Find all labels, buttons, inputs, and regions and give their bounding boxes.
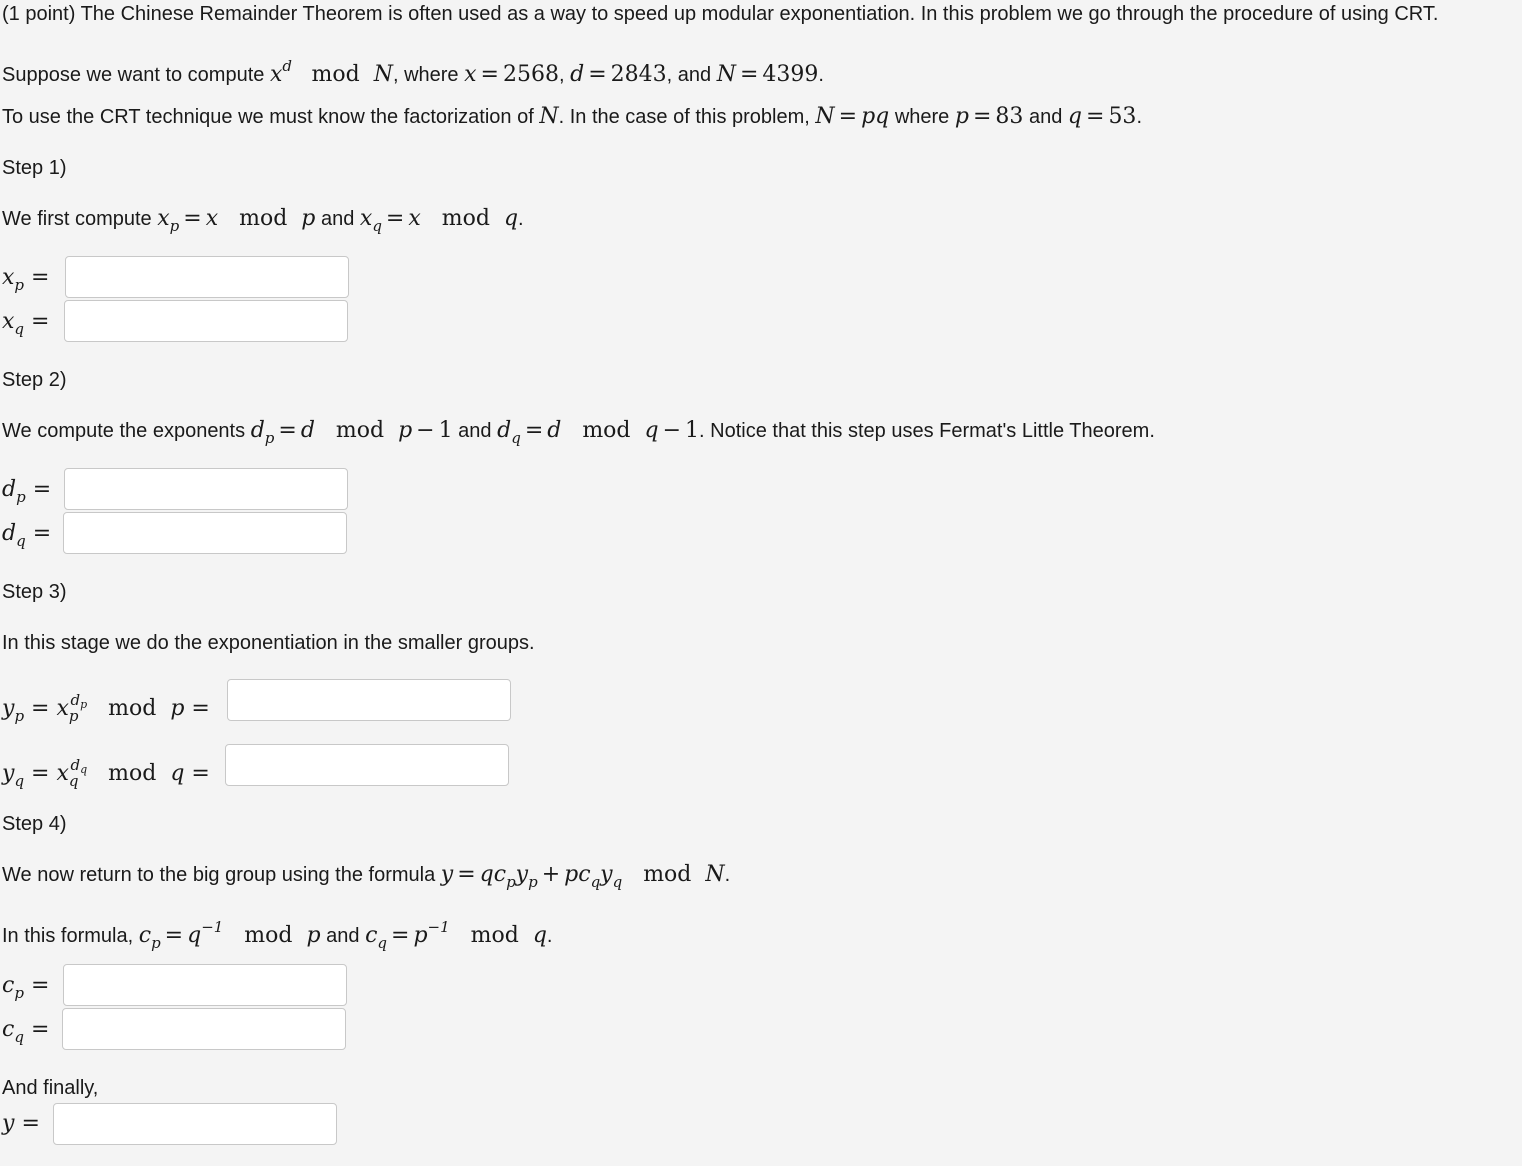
step4-formula: We now return to the big group using the formula $y = qc_py_p + pc_qy_q$ mod N. xyxy=(2,862,731,891)
factorization-statement: To use the CRT technique we must know the factorization of N. In the case of this problem, N = pq where p = 83 and q = 53. xyxy=(2,104,1142,129)
step4-title: Step 4) xyxy=(2,813,67,835)
answer-input-dp[interactable] xyxy=(64,468,348,510)
suppose-text: Suppose we want to compute xyxy=(2,64,265,86)
answer-input-xp[interactable] xyxy=(65,256,349,298)
label-y: y = xyxy=(2,1111,40,1136)
math-N4: N xyxy=(815,104,835,129)
step3-description: In this stage we do the exponentiation in the smaller groups. xyxy=(2,632,535,654)
factor-text-2: . In the case of this problem, xyxy=(558,106,810,128)
math-x: x xyxy=(464,62,477,87)
step2-title: Step 2) xyxy=(2,369,67,391)
q-value: 53 xyxy=(1108,104,1137,129)
step3-title: Step 3) xyxy=(2,581,67,603)
and-text-5: and xyxy=(326,925,360,947)
label-yp: $y_p = x_p^{d_p}$ mod p = xyxy=(2,691,210,725)
math-N: N xyxy=(373,62,393,87)
step1-text: We first compute xyxy=(2,208,152,230)
math-dp: $d_p$ xyxy=(250,418,275,447)
answer-input-cp[interactable] xyxy=(63,964,347,1006)
and-text-3: and xyxy=(320,208,355,230)
step4-coefficients: In this formula, $c_p = q^{-1}$ mod p and $c_q = p^{-1}$ mod q. xyxy=(2,918,553,952)
math-q: q xyxy=(1067,104,1082,129)
math-x-pow-d: $x^d$ xyxy=(269,57,292,87)
label-xp: $x_p$ = xyxy=(2,265,50,294)
math-xp: $x_p$ xyxy=(157,206,180,235)
where-text: , where xyxy=(392,64,459,86)
math-N2: N xyxy=(716,62,736,87)
math-d: d xyxy=(570,62,585,87)
answer-input-yq[interactable] xyxy=(225,744,509,786)
answer-input-yp[interactable] xyxy=(227,679,511,721)
label-cq: $c_q$ = xyxy=(2,1017,50,1046)
answer-input-y[interactable] xyxy=(53,1103,337,1145)
p-value: 83 xyxy=(995,104,1024,129)
math-cq: $c_q$ xyxy=(365,923,388,952)
and-text: , and xyxy=(666,64,712,86)
x-value: 2568 xyxy=(502,62,559,87)
math-cp: $c_p$ xyxy=(138,923,161,952)
step2-text: We compute the exponents xyxy=(2,420,246,442)
math-dq: $d_q$ xyxy=(497,418,521,447)
math-crt-formula: $qc_py_p$ xyxy=(479,862,538,891)
label-yq: $y_q = x_q^{d_q}$ mod q = xyxy=(2,756,210,790)
step1-title: Step 1) xyxy=(2,157,67,179)
math-mod: mod xyxy=(297,62,374,87)
math-p: p xyxy=(954,104,969,129)
where-text-2: where xyxy=(894,106,950,128)
answer-input-xq[interactable] xyxy=(64,300,348,342)
math-xq: $x_q$ xyxy=(359,206,382,235)
answer-input-cq[interactable] xyxy=(62,1008,346,1050)
problem-statement: Suppose we want to compute $x^d$ mod N, where x = 2568, d = 2843, and N = 4399. xyxy=(2,57,824,87)
final-text: And finally, xyxy=(2,1077,99,1099)
factor-text: To use the CRT technique we must know the factorization of xyxy=(2,106,534,128)
label-cp: $c_p$ = xyxy=(2,973,50,1002)
step4-text: We now return to the big group using the formula xyxy=(2,864,436,886)
step1-description: We first compute $x_p = x$ mod p and $x_q = x$ mod q. xyxy=(2,206,524,235)
and-text-2: and xyxy=(1028,106,1063,128)
math-pq: pq xyxy=(861,104,890,129)
N-value: 4399 xyxy=(762,62,819,87)
math-N3: N xyxy=(539,104,559,129)
step4-text-2: In this formula, xyxy=(2,925,134,947)
step2-description: We compute the exponents $d_p = d$ mod p − 1 and $d_q = d$ mod q − 1. Notice that this step uses Fermat's Little Theorem. xyxy=(2,418,1155,447)
and-text-4: and xyxy=(458,420,492,442)
step2-text-2: . Notice that this step uses Fermat's Little Theorem. xyxy=(699,420,1155,442)
problem-intro: (1 point) The Chinese Remainder Theorem is often used as a way to speed up modular exponentiation. In this problem we go through the procedure of using CRT. xyxy=(2,3,1439,25)
d-value: 2843 xyxy=(610,62,667,87)
label-dq: $d_q$ = xyxy=(2,521,52,550)
label-dp: $d_p$ = xyxy=(2,477,52,506)
label-xq: $x_q$ = xyxy=(2,309,50,338)
answer-input-dq[interactable] xyxy=(63,512,347,554)
